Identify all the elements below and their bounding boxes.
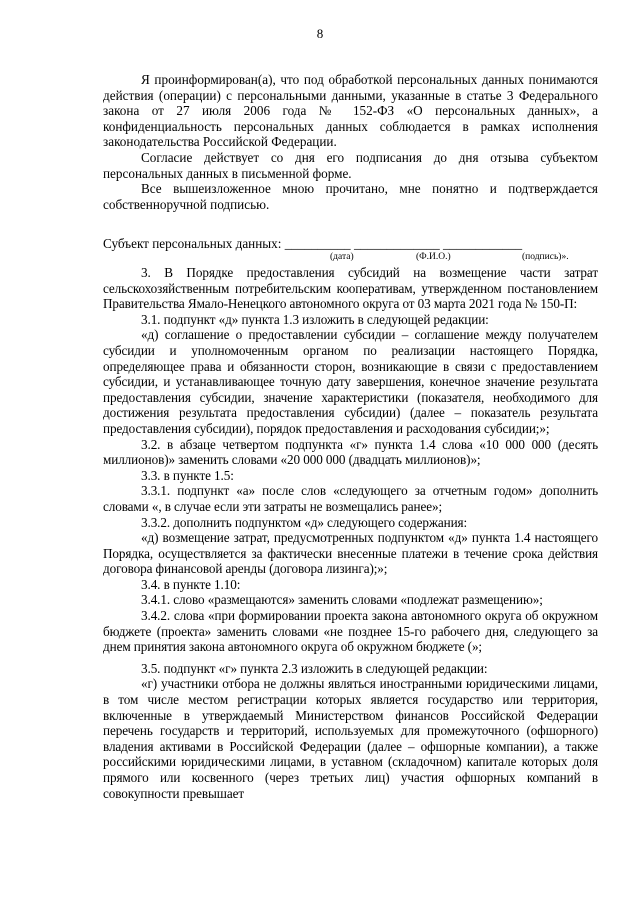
body-paragraph: 3.4. в пункте 1.10: [141,576,241,592]
body-paragraph: 3.3.2. дополнить подпунктом «д» следующего содержания: [141,514,468,530]
body-paragraph: 3.2. в абзаце четвертом подпункта «г» пункта 1.4 слова «10 000 000 (десять миллионов)» заменить словами «20 000 000 (двадцать миллионов)»; [103,436,598,468]
consent-paragraph-1: Я проинформирован(а), что под обработкой персональных данных понимаются действия (операции) с персональными данными, указанные в статье 3 Федерального закона от 27 июля 2006 года № 152-ФЗ «О персональных данных», а конфиденциальность персональных данных соблюдается в рамках исполнения законодательства Российской Федерации. [103,72,598,150]
signature-date-caption: (дата) [330,252,354,262]
amendments-block [103,265,598,801]
consent-paragraph-3: Все вышеизложенное мною прочитано, мне понятно и подтверждается собственноручной подписью. [103,181,598,212]
body-paragraph: 3.4.1. слово «размещаются» заменить словами «подлежат размещению»; [141,592,543,608]
body-paragraph: 3.3. в пункте 1.5: [141,467,234,483]
body-paragraph: «д) соглашение о предоставлении субсидии – соглашение между получателем субсидии и уполномоченным органом по реализации настоящего Порядка, определяющее права и обязанности сторон, возникающие в связи с предоставлением субсидии, и устанавливающее точную дату завершения, конечное значение результата предоставления субсидии, значение характеристики (показателя, необходимого для достижения результата предоставления субсидии) (далее – показатель результата предоставления субсидии), порядок предоставления и расходования субсидии;»; [103,327,598,436]
body-paragraph: 3.5. подпункт «г» пункта 2.3 изложить в следующей редакции: [141,660,488,676]
consent-block [103,72,598,212]
signature-fio-caption: (Ф.И.О.) [416,252,451,262]
body-paragraph: 3.3.1. подпункт «а» после слов «следующего за отчетным годом» дополнить словами «, в случае если эти затраты не возмещались ранее»; [103,483,598,514]
signature-line: Субъект персональных данных: __________ _____________ ____________ [103,236,523,251]
body-paragraph: 3.1. подпункт «д» пункта 1.3 изложить в следующей редакции: [141,311,489,327]
consent-paragraph-2: Согласие действует со дня его подписания до дня отзыва субъектом персональных данных в письменной форме. [103,149,598,181]
body-paragraph: «г) участники отбора не должны являться иностранными юридическими лицами, в том числе местом регистрации которых является государство или территория, включенные в утверждаемый Министерством финансов Российской Федерации перечень государств и территорий, используемых для промежуточного (офшорного) владения активами в Российской Федерации (далее – офшорные компании), а также российскими юридическими лицами, в уставном (складочном) капитале которых доля прямого или косвенного (через третьих лиц) участия офшорных компаний в совокупности превышает [103,676,598,801]
page-number: 8 [316,26,324,41]
body-paragraph: 3.4.2. слова «при формировании проекта закона автономного округа об окружном бюджете (проекта» заменить словами «не позднее 15-го рабочего дня, следующего за днем принятия закона автономного округа об окружном бюджете (»; [103,608,598,655]
signature-sign-caption: (подпись)». [522,252,569,262]
body-paragraph: «д) возмещение затрат, предусмотренных подпунктом «д» пункта 1.4 настоящего Порядка, осуществляется за фактически внесенные платежи в течение срока действия договора финансовой аренды (договора лизинга);»; [103,530,598,577]
body-paragraph: 3. В Порядке предоставления субсидий на возмещение части затрат сельскохозяйственным потребительским кооперативам, утвержденном постановлением Правительства Ямало-Ненецкого автономного округа от 03 марта 2021 года № 150-П: [103,265,598,312]
